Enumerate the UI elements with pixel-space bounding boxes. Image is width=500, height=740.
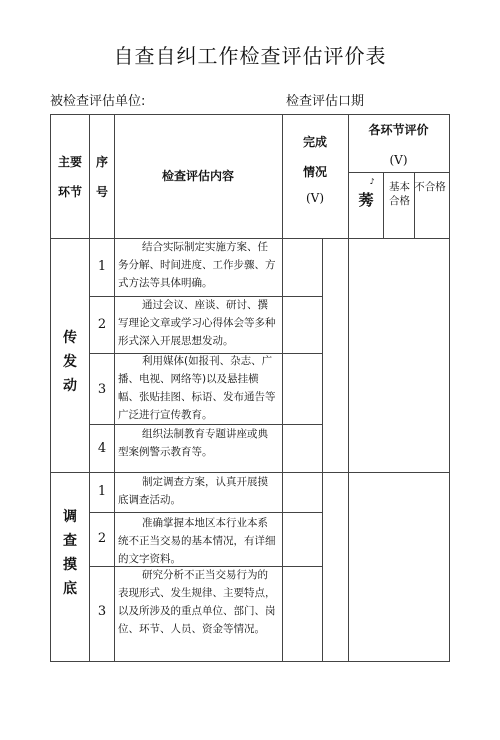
header-sub-mark: ♪ <box>369 177 375 186</box>
date-label: 检查评估口期 <box>286 94 365 109</box>
section-name-mobilize <box>50 326 90 398</box>
table-bottom-border <box>50 661 449 662</box>
row-number: 2 <box>97 531 107 546</box>
row-content: 利用媒体(如报刊、杂志、广播、电视、网络等)以及悬挂横幅、张贴挂图、标语、发布通告等广泛进行宣传教育。 <box>118 355 276 421</box>
row-number: 2 <box>97 317 107 332</box>
section-char: 传 <box>63 330 77 346</box>
section-char: 动 <box>63 378 77 394</box>
header-content: 检查评估内容 <box>161 169 234 183</box>
header-eval-title: 各环节评价 <box>368 123 429 137</box>
header-completion <box>282 132 348 208</box>
header-sub-excellent: 莠 <box>358 191 374 209</box>
table-right-border <box>449 114 450 662</box>
header-seq <box>89 154 115 200</box>
header-seq-line2: 号 <box>95 185 108 199</box>
row-content: 组织法制教育专题讲座或典型案例警示教育等。 <box>118 428 268 458</box>
header-sub-basic: 基本合格 <box>389 181 410 207</box>
row-number: 3 <box>97 382 107 397</box>
header-seq-line1: 序 <box>95 155 108 169</box>
section-name-investigate <box>50 505 90 601</box>
header-eval-v: (V) <box>389 153 408 167</box>
section-char: 调 <box>63 509 77 525</box>
row-number: 3 <box>97 604 107 619</box>
row-number: 1 <box>97 484 107 499</box>
section-char: 底 <box>63 581 77 597</box>
row-number: 1 <box>97 259 107 274</box>
eval-header-divider <box>348 172 449 173</box>
header-main-step-line1: 主要 <box>57 155 82 169</box>
section-char: 发 <box>63 354 77 370</box>
header-sub-fail: 不合格 <box>414 181 446 193</box>
section-char: 摸 <box>63 557 77 573</box>
header-completion-line2: 情况 <box>302 165 327 179</box>
row-content: 准确掌握本地区本行业本系统不正当交易的基本情况，有详细的文字资料。 <box>118 517 276 565</box>
row-content: 研究分析不正当交易行为的表现形式、发生规律、主要特点，以及所涉及的重点单位、部门、岗位、环节、人员、资金等情况。 <box>118 569 276 635</box>
header-completion-v: (V) <box>305 191 325 205</box>
header-main-step <box>50 154 90 200</box>
header-main-step-line2: 环节 <box>57 185 82 199</box>
table-top-border <box>50 114 449 115</box>
col-divider <box>322 238 323 662</box>
row-content: 通过会议、座谈、研讨、撰写理论文章或学习心得体会等多种形式深入开展思想发动。 <box>118 299 276 347</box>
header-completion-line1: 完成 <box>302 135 327 149</box>
row-content: 结合实际制定实施方案、任务分解、时间进度、工作步骤、方式方法等具体明确。 <box>118 241 276 289</box>
page-title: 自查自纠工作检查评估评价表 <box>113 44 387 68</box>
row-content: 制定调查方案，认真开展摸底调查活动。 <box>118 476 268 506</box>
row-number: 4 <box>97 441 107 456</box>
row-divider <box>89 512 323 513</box>
unit-label: 被检查评估单位: <box>50 94 146 109</box>
section-char: 查 <box>63 533 77 549</box>
